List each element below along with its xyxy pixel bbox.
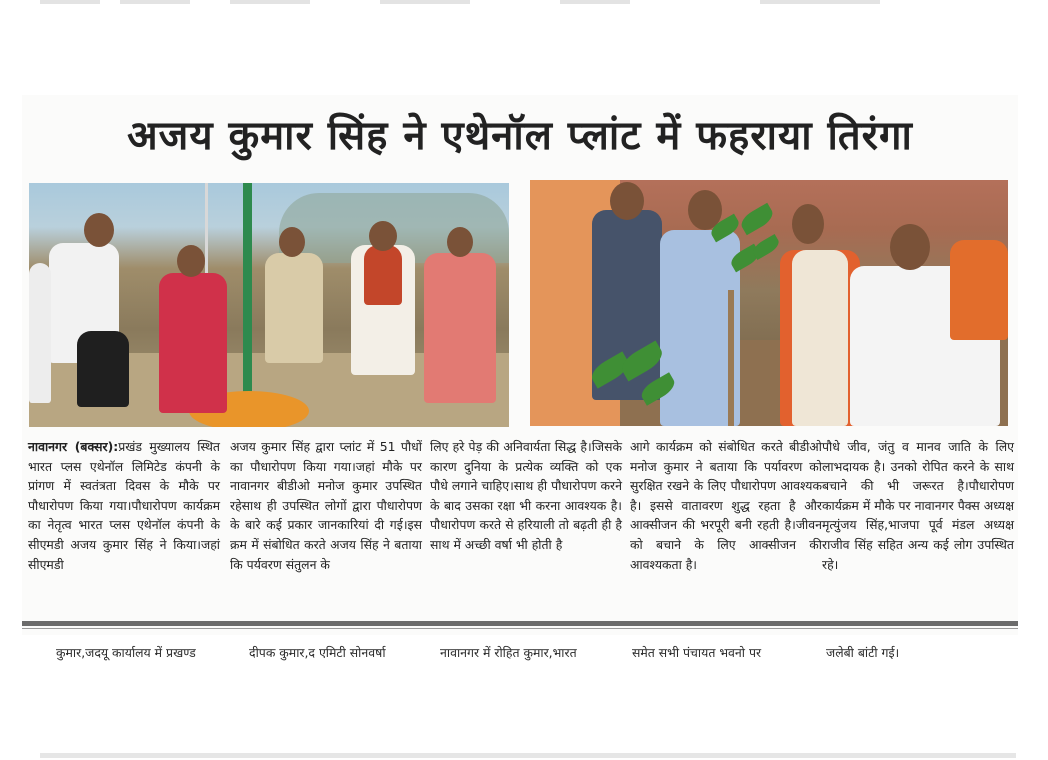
column-text: पौधे जीव, जंतु व मानव जाति के लिए लाभदायक है। उनको रोपित करने के साथ बचाने की भी जरूरत है।पौधारोपण कार्यक्रम में मौके पर नावानगर पैक्स अध्यक्ष मृत्युंजय सिंह,भाजपा पूर्व मंडल अध्यक्ष राजीव सिंह सहित अन्य कई लोग उपस्थित रहे। bbox=[822, 439, 1014, 572]
next-article-fragment: जलेबी बांटी गई। bbox=[826, 645, 900, 660]
top-strip bbox=[0, 0, 1048, 6]
article-body bbox=[22, 437, 1018, 613]
column-text: लिए हरे पेड़ की अनिवार्यता सिद्ध है।जिसके कारण दुनिया के प्रत्येक व्यक्ति को एक पौधे लगाने चाहिए।साथ ही पौधारोपण करने के बाद उसका रक्षा भी करना आवश्यक है। पौधारोपण करते से हरियाली तो बढ़ती ही है साथ में अच्छी वर्षा भी होती है bbox=[430, 439, 622, 552]
column-text: अजय कुमार सिंह द्वारा प्लांट में 51 पौधों का पौधारोपण किया गया।जहां मौके पर नावानगर बीडीओ मनोज कुमार उपस्थित रहेसाथ ही उपस्थित लोगों द्वारा पौधारोपण के बारे कई प्रकार जानकारियां दी गई।इस क्रम में संबोधित करते अजय सिंह ने बताया कि पर्यवरण संतुलन के bbox=[230, 439, 422, 572]
article-column-2 bbox=[230, 437, 422, 613]
article-column-5 bbox=[822, 437, 1014, 613]
section-divider bbox=[22, 621, 1018, 626]
photo-flag-hoisting bbox=[29, 183, 509, 427]
next-article-fragment: नावानगर में रोहित कुमार,भारत bbox=[440, 645, 577, 660]
section-divider-thin bbox=[22, 628, 1018, 629]
article-column-1 bbox=[28, 437, 220, 613]
article-column-4 bbox=[630, 437, 822, 613]
headline: अजय कुमार सिंह ने एथेनॉल प्लांट में फहराया तिरंगा bbox=[127, 112, 913, 159]
column-text: आगे कार्यक्रम को संबोधित करते बीडीओ मनोज कुमार ने बताया कि पर्यावरण को सुरक्षित रखने के लिए पौधारोपण आवश्यक है। इससे वातावरण शुद्ध रहता है और आक्सीजन की भरपूरी बनी रहती है।जीवन को बचाने के लिए आक्सीजन की आवश्यकता है। bbox=[630, 439, 822, 572]
column-text: प्रखंड मुख्यालय स्थित भारत प्लस एथेनॉल लिमिटेड कंपनी के प्रांगण में स्वतंत्रता दिवस के मौके पर पौधारोपण किया गया।पौधारोपण कार्यक्रम का नेतृत्व भारत प्लस एथेनॉल कंपनी के सीएमडी अजय कुमार सिंह ने किया।जहां सीएमडी bbox=[28, 439, 220, 572]
article-column-3 bbox=[430, 437, 622, 613]
next-article-fragment: समेत सभी पंचायत भवनो पर bbox=[632, 645, 762, 660]
photo-tree-planting bbox=[530, 180, 1008, 426]
bottom-rule bbox=[40, 753, 1016, 758]
next-article-fragment: कुमार,जदयू कार्यालय में प्रखण्ड bbox=[56, 645, 196, 660]
dateline: नावानगर (बक्सर): bbox=[28, 439, 119, 454]
next-article-fragment: दीपक कुमार,द एमिटी सोनवर्षा bbox=[249, 645, 386, 660]
